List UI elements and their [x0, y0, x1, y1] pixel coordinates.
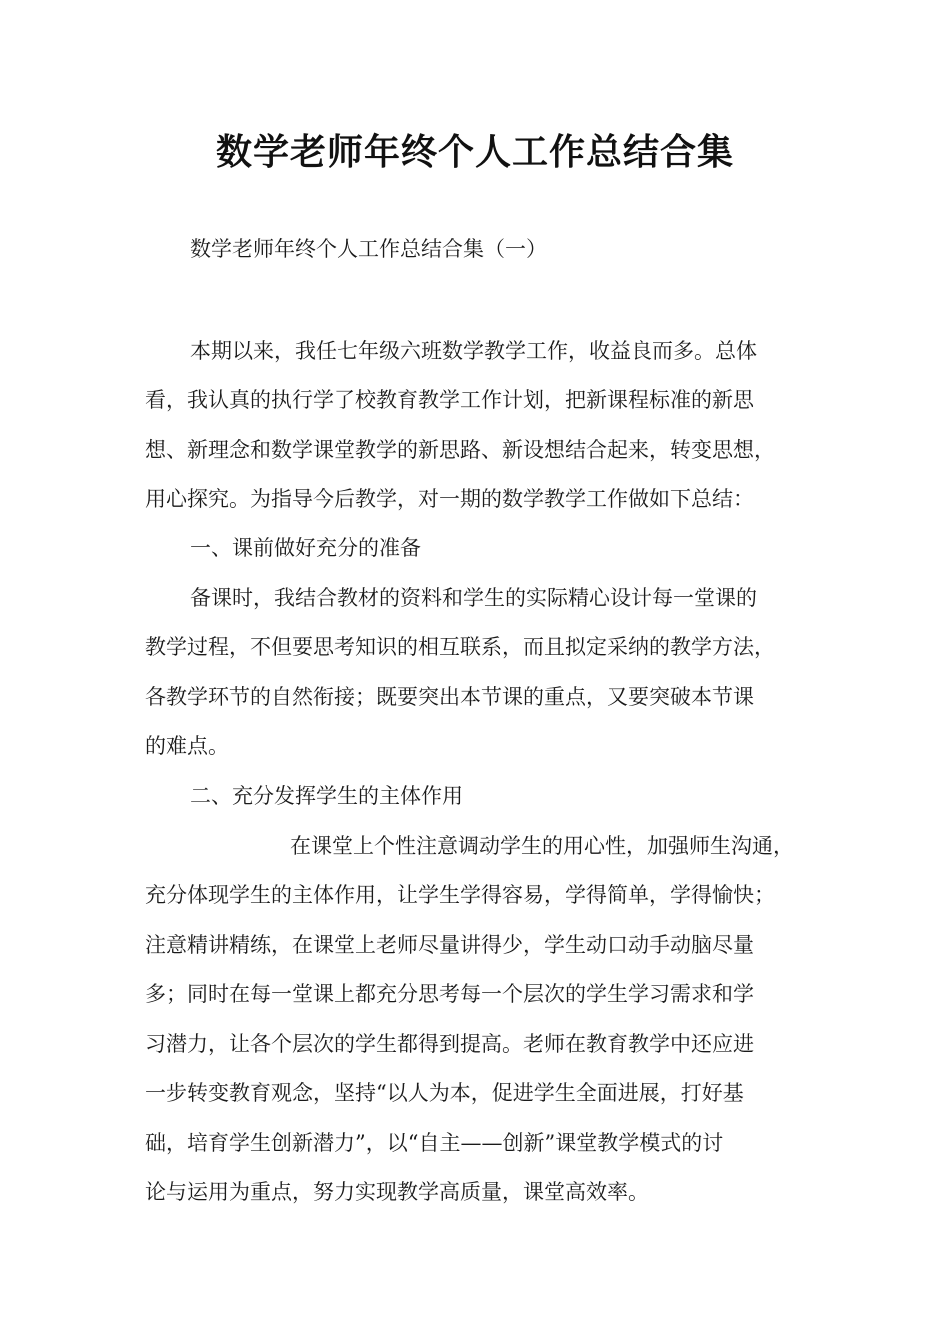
text-line: 的难点。	[145, 734, 229, 758]
text-line: 充分体现学生的主体作用，让学生学得容易，学得简单，学得愉快；	[145, 883, 775, 907]
text-line: 注意精讲精练，在课堂上老师尽量讲得少，学生动口动手动脑尽量	[145, 933, 754, 957]
text-line: 多；同时在每一堂课上都充分思考每一个层次的学生学习需求和学	[145, 982, 754, 1006]
text-line: 各教学环节的自然衔接；既要突出本节课的重点，又要突破本节课	[145, 685, 754, 709]
section-heading: 一、课前做好充分的准备	[190, 536, 421, 560]
document-title: 数学老师年终个人工作总结合集	[215, 132, 734, 173]
text-line: 习潜力，让各个层次的学生都得到提高。老师在教育教学中还应进	[145, 1032, 754, 1056]
document-subtitle: 数学老师年终个人工作总结合集（一）	[190, 237, 547, 261]
text-line: 一步转变教育观念，坚持“以人为本，促进学生全面进展，打好基	[145, 1081, 744, 1105]
text-line: 教学过程，不但要思考知识的相互联系，而且拟定采纳的教学方法，	[145, 635, 775, 659]
section-heading: 二、充分发挥学生的主体作用	[190, 784, 463, 808]
text-line: 础，培育学生创新潜力”，以“自主——创新”课堂教学模式的讨	[145, 1131, 724, 1155]
text-line: 看，我认真的执行学了校教育教学工作计划，把新课程标准的新思	[145, 388, 754, 412]
text-line: 用心探究。为指导今后教学，对一期的数学教学工作做如下总结：	[145, 487, 754, 511]
text-line: 论与运用为重点，努力实现教学高质量，课堂高效率。	[145, 1180, 649, 1204]
text-line: 在课堂上个性注意调动学生的用心性，加强师生沟通，	[290, 834, 794, 858]
text-line: 备课时，我结合教材的资料和学生的实际精心设计每一堂课的	[190, 586, 757, 610]
text-line: 本期以来，我任七年级六班数学教学工作，收益良而多。总体	[190, 339, 757, 363]
text-line: 想、新理念和数学课堂教学的新思路、新设想结合起来，转变思想，	[145, 438, 775, 462]
